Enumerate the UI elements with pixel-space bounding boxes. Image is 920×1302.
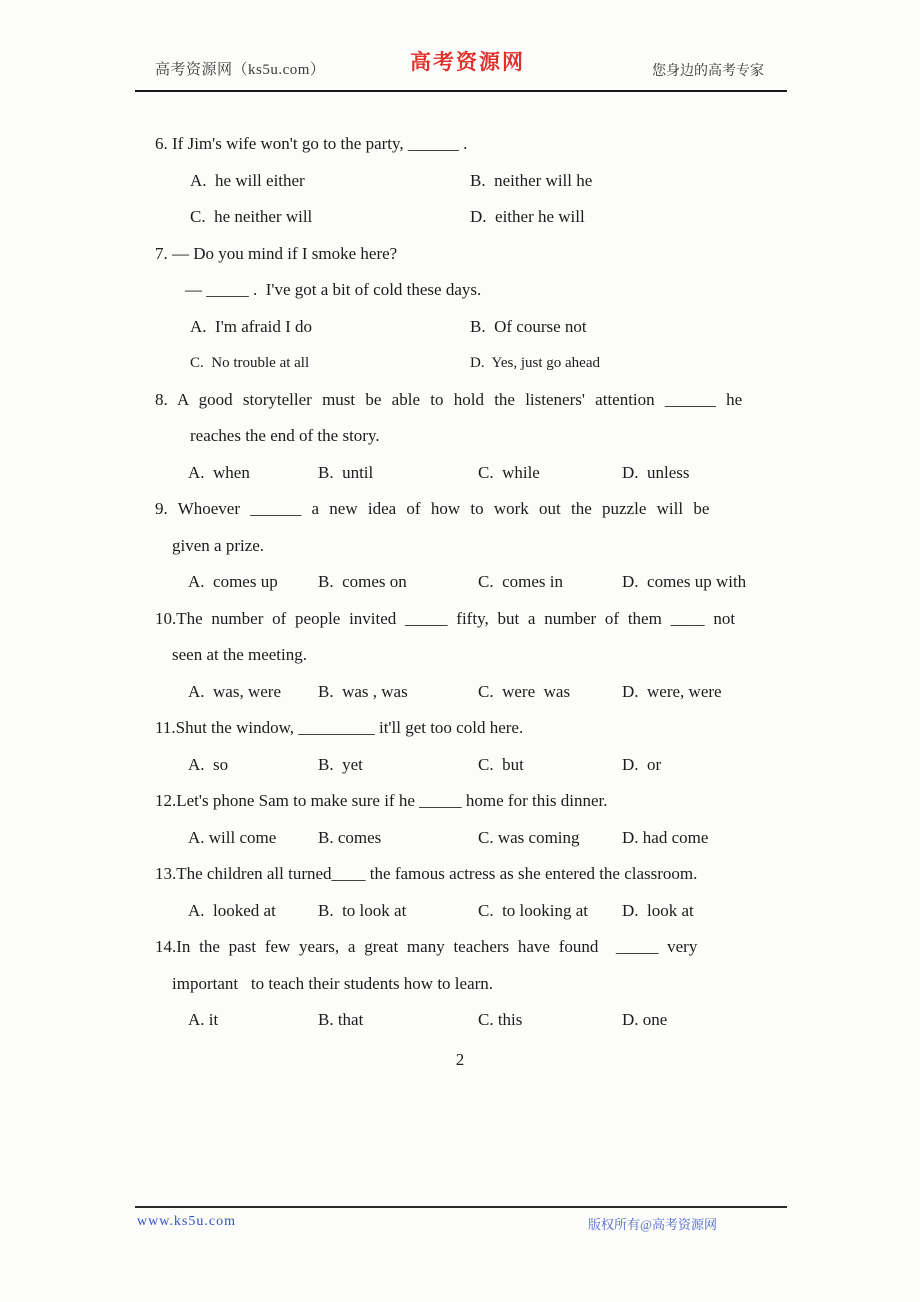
option-d: D. had come: [622, 827, 709, 847]
option-d: D. either he will: [470, 207, 585, 226]
question-list: [155, 126, 807, 1039]
option-row: [155, 820, 807, 857]
question-stem: 6. If Jim's wife won't go to the party, ______ .: [155, 134, 468, 153]
question-12: [155, 783, 807, 856]
option-b: B. yet: [318, 754, 363, 774]
option-d: D. unless: [622, 462, 690, 482]
option-b: B. to look at: [318, 900, 407, 920]
option-c: C. this: [478, 1010, 523, 1029]
option-c: C. but: [478, 754, 524, 774]
question-stem: 13.The children all turned____ the famous actress as she entered the classroom.: [155, 864, 698, 883]
option-d: D. or: [622, 754, 662, 774]
option-a: A. he will either: [190, 170, 305, 190]
question-8: [155, 382, 807, 492]
option-d: D. one: [622, 1010, 668, 1029]
option-row: [155, 564, 807, 601]
option-c: C. he neither will: [190, 207, 313, 226]
question-14: [155, 929, 807, 1039]
question-stem-line2: seen at the meeting.: [172, 645, 308, 664]
option-d: D. look at: [622, 900, 694, 920]
option-a: A. it: [188, 1010, 219, 1029]
option-d: D. Yes, just go ahead: [470, 355, 600, 371]
question-10: [155, 601, 807, 711]
question-6: [155, 126, 807, 236]
question-stem: 8. A good storyteller must be able to hold the listeners' attention ______ he: [155, 389, 743, 409]
option-b: B. Of course not: [470, 316, 587, 336]
option-a: A. will come: [188, 827, 277, 847]
header-site-name: 高考资源网（ks5u.com）: [155, 62, 326, 78]
option-a: A. when: [188, 462, 250, 482]
question-7: [155, 236, 807, 382]
option-a: A. comes up: [188, 572, 278, 591]
option-row: [155, 455, 807, 492]
option-a: A. was, were: [188, 681, 281, 701]
footer-site-url: www.ks5u.com: [137, 1214, 236, 1229]
option-c: C. was coming: [478, 827, 580, 847]
option-b: B. until: [318, 462, 374, 482]
question-stem: 11.Shut the window, _________ it'll get too cold here.: [155, 718, 524, 737]
option-a: A. I'm afraid I do: [190, 316, 313, 336]
header-slogan: 您身边的高考专家: [652, 64, 764, 79]
question-stem: 10.The number of people invited _____ fifty, but a number of them ____ not: [155, 608, 736, 628]
question-13: [155, 856, 807, 929]
option-b: B. neither will he: [470, 170, 593, 190]
option-c: C. No trouble at all: [190, 355, 310, 371]
option-c: C. while: [478, 462, 540, 482]
question-stem: 12.Let's phone Sam to make sure if he _____ home for this dinner.: [155, 791, 608, 810]
option-d: D. comes up with: [622, 572, 747, 591]
site-logo-text: 高考资源网: [410, 50, 525, 74]
page-number: 2: [455, 1050, 465, 1069]
option-c: C. comes in: [478, 572, 563, 591]
option-row: [155, 674, 807, 711]
option-c: C. to looking at: [478, 900, 589, 920]
option-row: [155, 747, 807, 784]
option-row: [155, 1002, 807, 1039]
footer-copyright-text: 版权所有@高考资源网: [588, 1217, 717, 1232]
header-rule: [135, 90, 787, 92]
question-stem-line2: given a prize.: [172, 535, 265, 555]
question-11: [155, 710, 807, 783]
option-c: C. were was: [478, 681, 571, 701]
footer-rule: [135, 1206, 787, 1208]
option-b: B. comes on: [318, 572, 407, 591]
option-b: B. was , was: [318, 681, 408, 701]
question-stem-line2: reaches the end of the story.: [190, 426, 380, 445]
question-stem-line2: important to teach their students how to learn.: [172, 973, 494, 993]
question-stem: 9. Whoever ______ a new idea of how to work out the puzzle will be: [155, 499, 710, 518]
question-9: [155, 491, 807, 601]
question-stem-line2: — _____ . I've got a bit of cold these days.: [185, 280, 482, 299]
option-b: B. comes: [318, 827, 382, 847]
question-stem: 7. — Do you mind if I smoke here?: [155, 243, 398, 263]
option-a: A. looked at: [188, 900, 276, 920]
option-d: D. were, were: [622, 681, 722, 701]
option-b: B. that: [318, 1010, 364, 1029]
option-a: A. so: [188, 754, 229, 774]
question-stem: 14.In the past few years, a great many teachers have found _____ very: [155, 937, 698, 956]
option-row: [155, 309, 807, 382]
option-row: [155, 893, 807, 930]
option-row: [155, 163, 807, 236]
